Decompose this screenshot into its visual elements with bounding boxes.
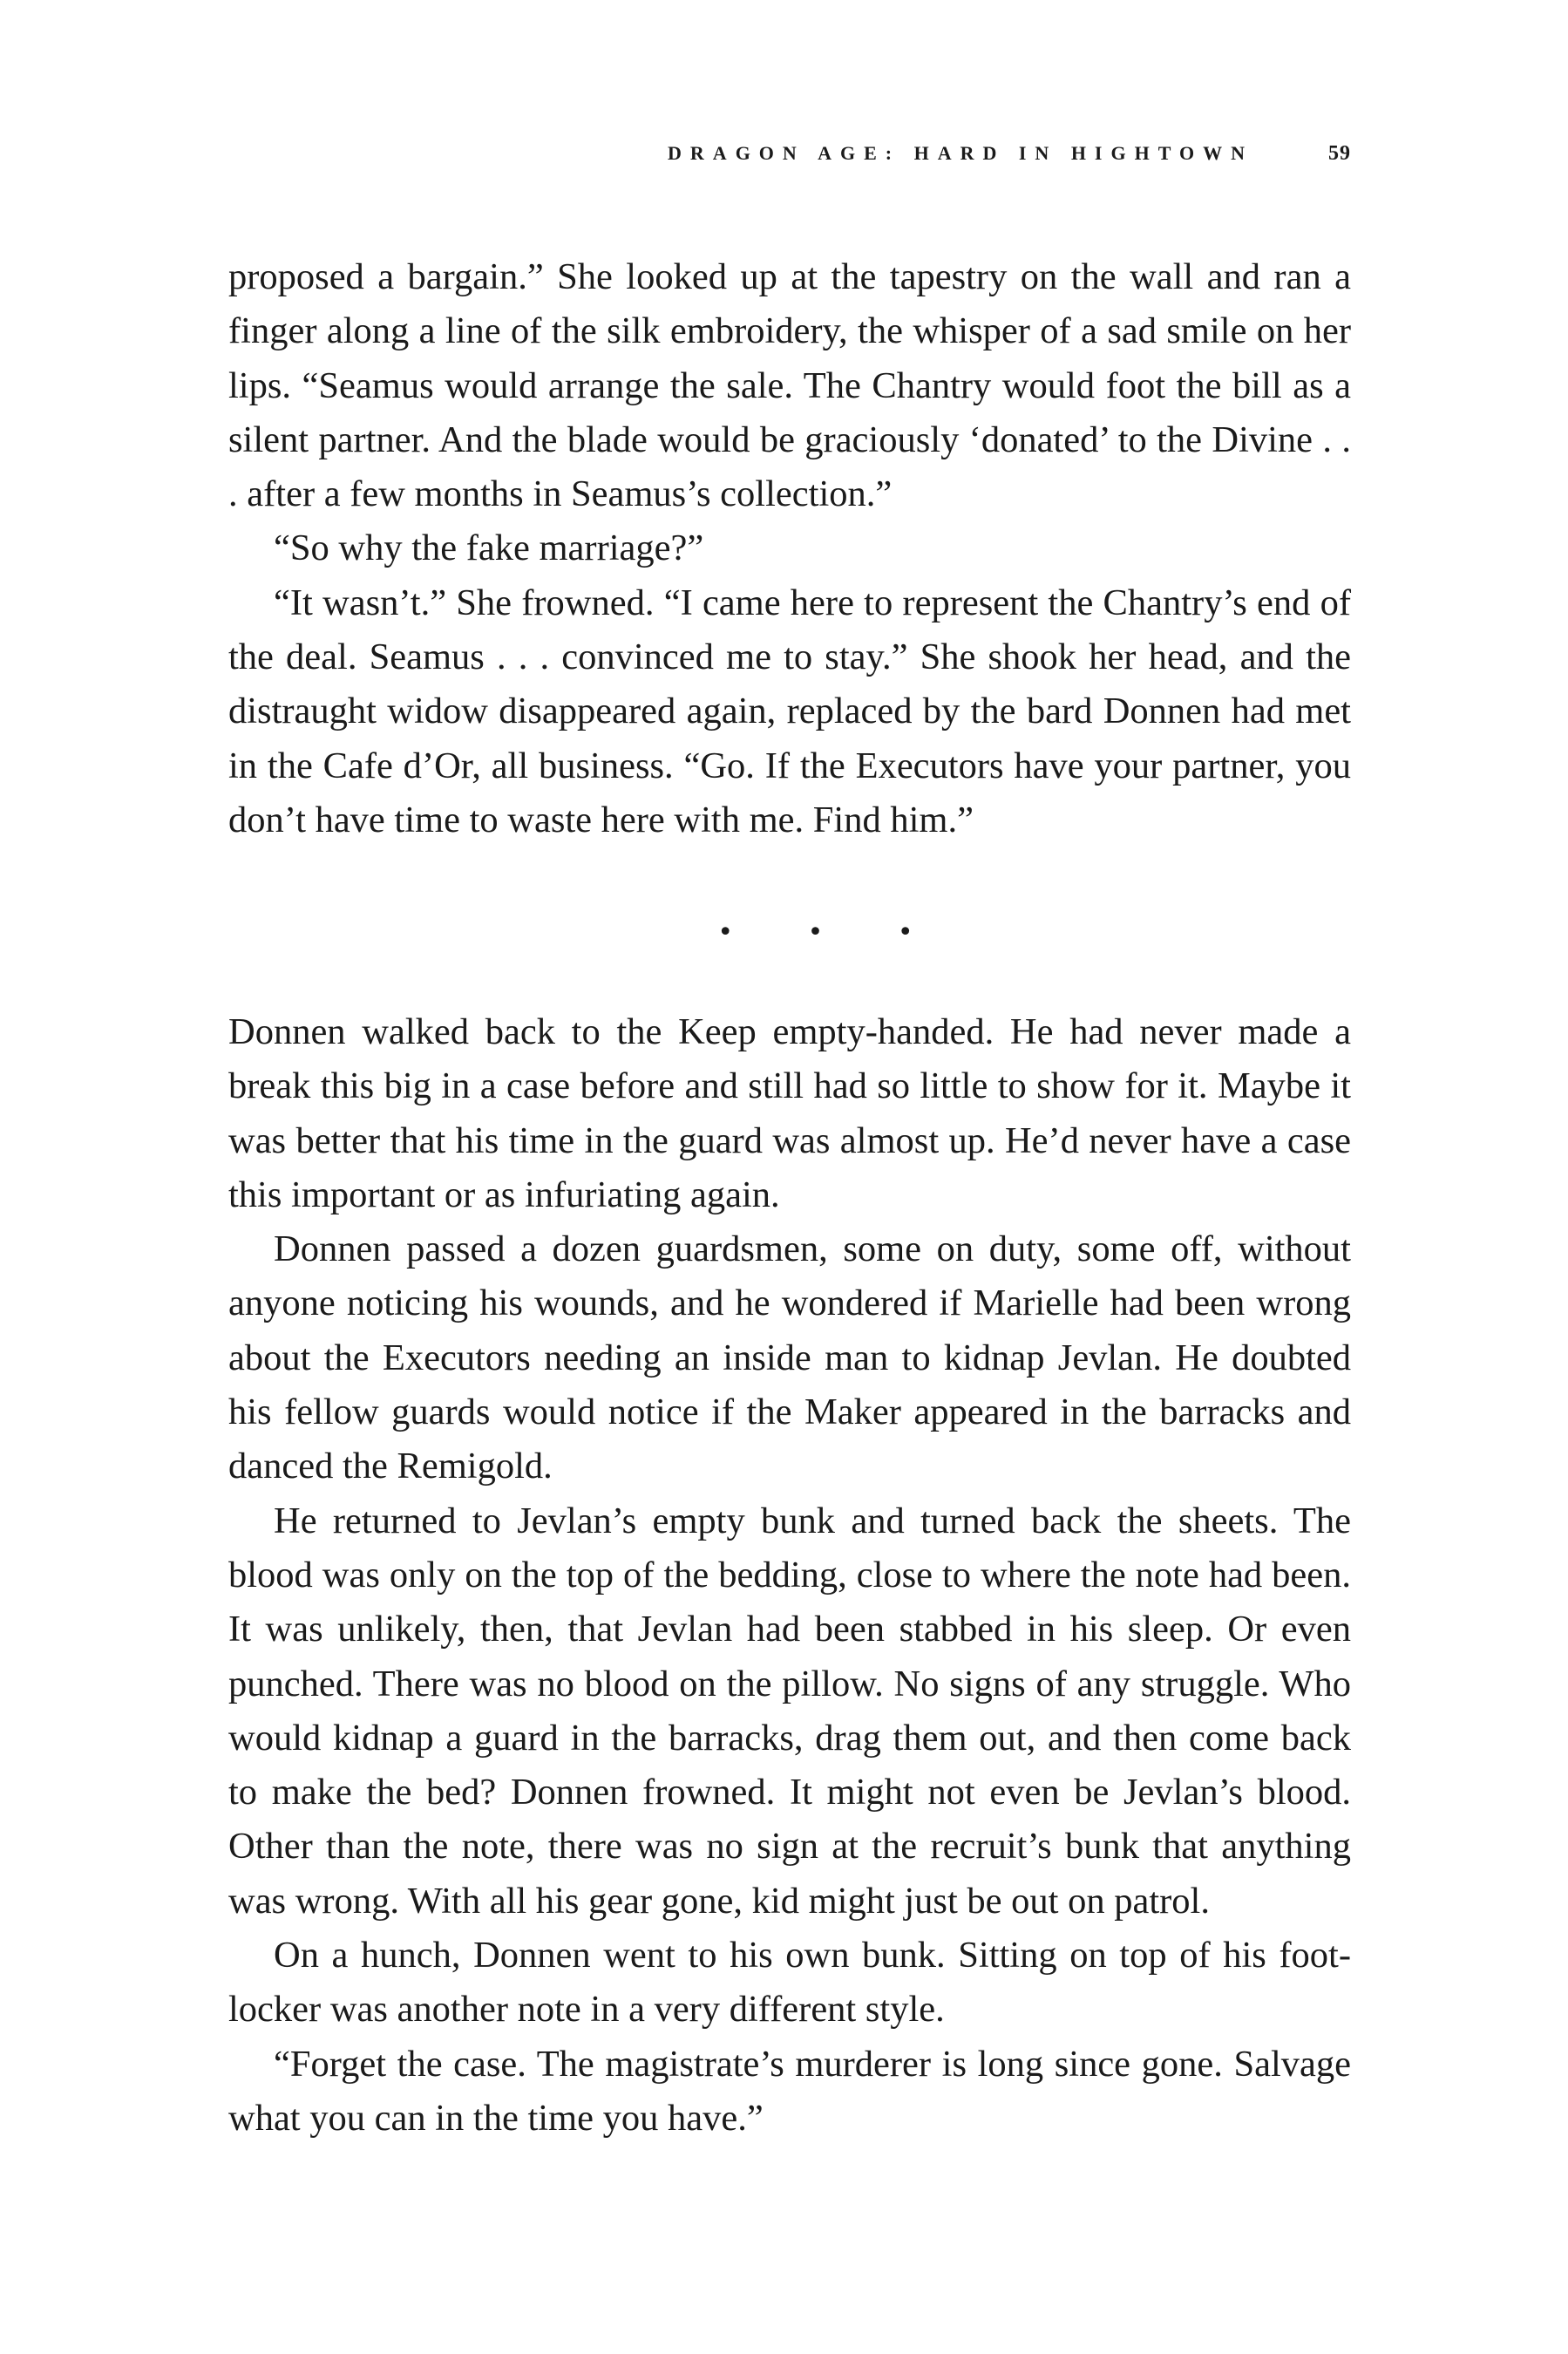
paragraph: He returned to Jevlan’s empty bunk and turned back the sheets. The blood was only on the top of the bedding, close to where the note had been. It was unlikely, then, that Jevlan had been stabbed in his sleep. Or even punched. There was no blood on the pillow. No signs of any struggle. Who would kidnap a guard in the barracks, drag them out, and then come back to make the bed? Donnen frowned. It might not even be Jevlan’s blood. Other than the note, there was no sign at the recruit’s bunk that anything was wrong. With all his gear gone, kid might just be out on patrol. [228, 1500, 1351, 1922]
page-number: 59 [1328, 142, 1351, 165]
paragraph: Donnen walked back to the Keep empty-handed. He had never made a break this big in a case before and still had so little to show for it. Maybe it was better that his time in the guard was almost up. He’d never have a case this important or as infuriating again. [228, 1011, 1351, 1215]
paragraph: “So why the fake marriage?” [274, 527, 704, 569]
paragraph: Donnen passed a dozen guardsmen, some on duty, some off, without anyone noticing his wounds, and he wondered if Marielle had been wrong about the Executors needing an inside man to kidnap Jevlan. He doubted his fellow guards would notice if the Maker appeared in the barracks and danced the Remigold. [228, 1228, 1351, 1487]
paragraph: On a hunch, Donnen went to his own bunk. Sitting on top of his footlocker was another note in a very different style. [228, 1935, 1351, 2031]
paragraph: “It wasn’t.” She frowned. “I came here to represent the Chantry’s end of the deal. Seamus . . . convinced me to stay.” She shook her head, and the distraught widow disappeared again, replaced by the bard Donnen had met in the Cafe d’Or, all business. “Go. If the Executors have your partner, you don’t have time to waste here with me. Find him.” [228, 582, 1351, 840]
section-two [228, 1005, 1351, 2146]
running-head [668, 142, 1351, 166]
section-one [228, 250, 1351, 847]
paragraph: “Forget the case. The magistrate’s murderer is long since gone. Salvage what you can in the time you have.” [228, 2043, 1351, 2139]
running-title: DRAGON AGE: HARD IN HIGHTOWN [668, 142, 1253, 164]
scene-break: • • • [717, 917, 947, 948]
paragraph: proposed a bargain.” She looked up at the tapestry on the wall and ran a finger along a line of the silk embroidery, the whisper of a sad smile on her lips. “Seamus would arrange the sale. The Chantry would foot the bill as a silent partner. And the blade would be graciously ‘donated’ to the Divine . . . after a few months in Seamus’s collection.” [228, 256, 1351, 515]
